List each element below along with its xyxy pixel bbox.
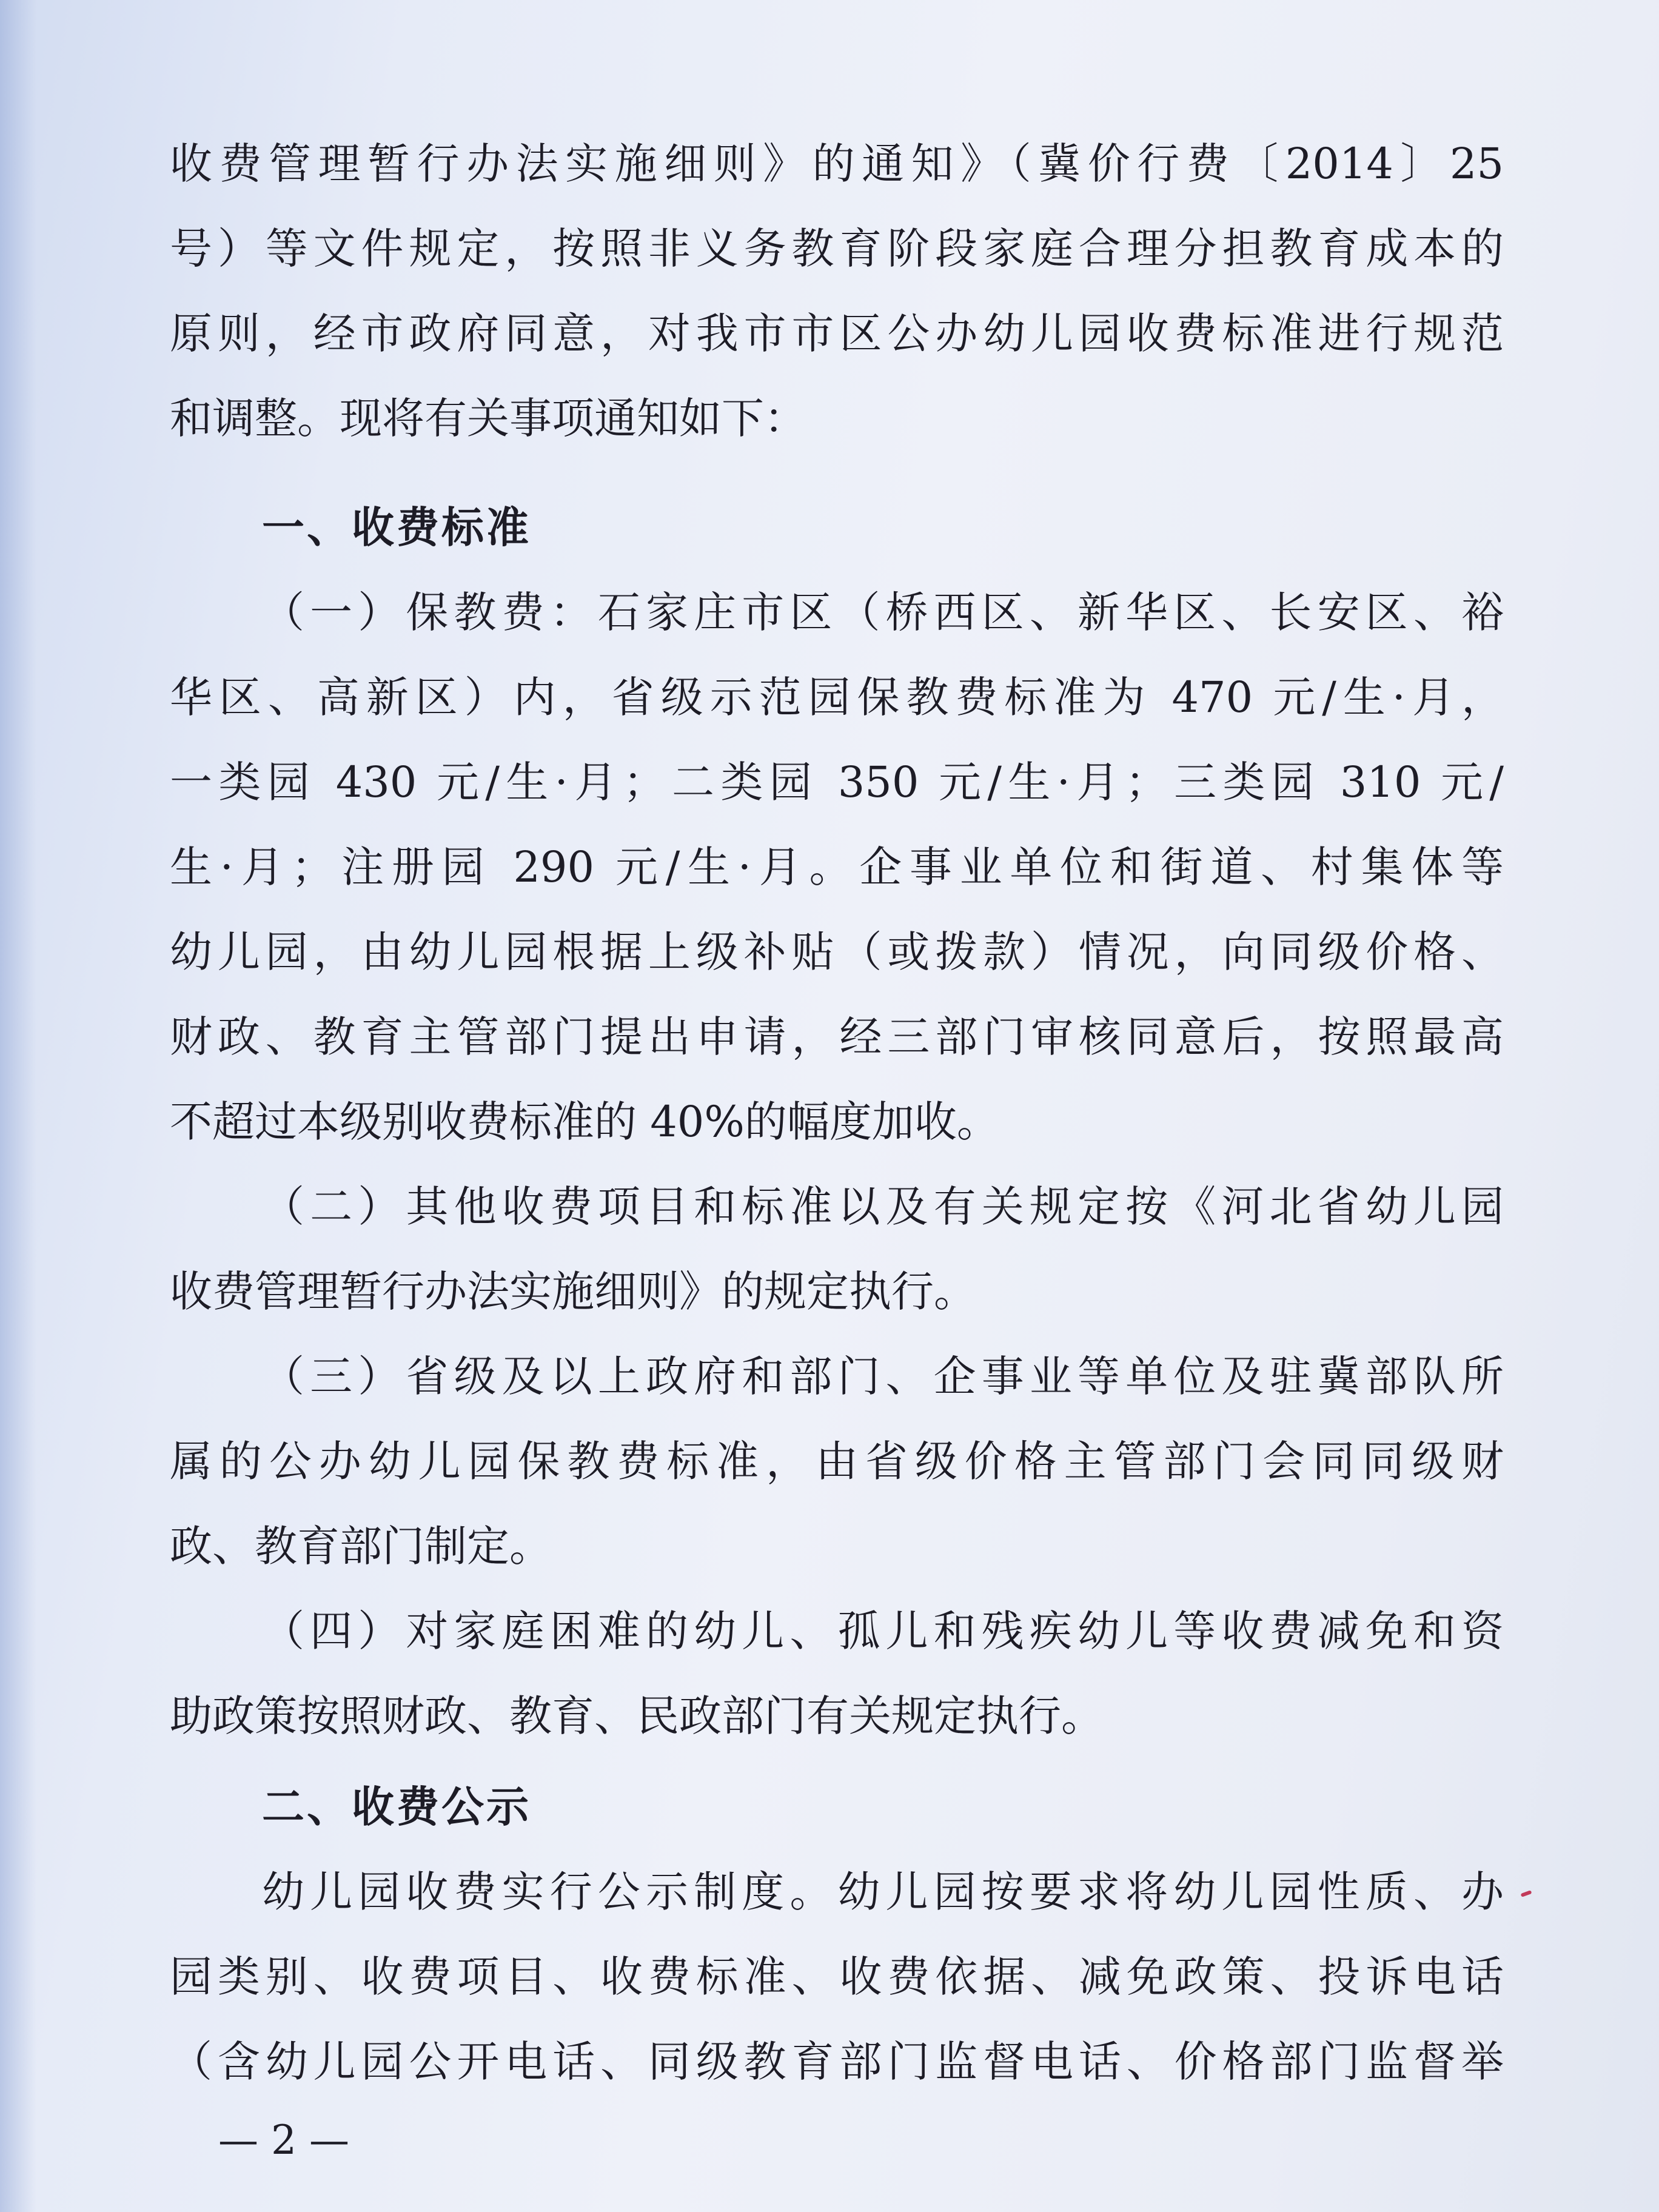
body-line: 和调整。现将有关事项通知如下： — [170, 394, 806, 443]
body-line: （含幼儿园公开电话、同级教育部门监督电话、价格部门监督举 — [170, 2037, 1504, 2086]
body-line: 生·月；注册园 290 元/生·月。企事业单位和街道、村集体等 — [170, 842, 1504, 892]
body-line: 幼儿园收费实行公示制度。幼儿园按要求将幼儿园性质、办 — [262, 1867, 1504, 1917]
body-line: （一）保教费：石家庄市区（桥西区、新华区、长安区、裕 — [262, 588, 1504, 637]
red-pen-mark — [1521, 1890, 1532, 1897]
body-line: 原则，经市政府同意，对我市市区公办幼儿园收费标准进行规范 — [170, 309, 1504, 358]
body-line: 收费管理暂行办法实施细则》的通知》（冀价行费〔2014〕25 — [170, 139, 1504, 189]
body-line: 属的公办幼儿园保教费标准，由省级价格主管部门会同同级财 — [170, 1436, 1504, 1486]
body-line: 财政、教育主管部门提出申请，经三部门审核同意后，按照最高 — [170, 1012, 1504, 1062]
body-line: （四）对家庭困难的幼儿、孤儿和残疾幼儿等收费减免和资 — [262, 1606, 1504, 1656]
body-line: 助政策按照财政、教育、民政部门有关规定执行。 — [170, 1691, 1104, 1741]
body-line: 华区、高新区）内，省级示范园保教费标准为 470 元/生·月， — [170, 672, 1504, 722]
body-line: 一类园 430 元/生·月；二类园 350 元/生·月；三类园 310 元/ — [170, 757, 1504, 807]
page-number: — 2 — — [218, 2117, 349, 2163]
body-line: 号）等文件规定，按照非义务教育阶段家庭合理分担教育成本的 — [170, 224, 1504, 273]
body-line: 政、教育部门制定。 — [170, 1521, 552, 1571]
section-heading-fee-standard: 一、收费标准 — [262, 503, 531, 552]
body-line: （三）省级及以上政府和部门、企事业等单位及驻冀部队所 — [262, 1352, 1504, 1401]
body-line: （二）其他收费项目和标准以及有关规定按《河北省幼儿园 — [262, 1182, 1504, 1232]
body-line: 不超过本级别收费标准的 40%的幅度加收。 — [170, 1097, 999, 1147]
section-heading-fee-publicity: 二、收费公示 — [262, 1782, 531, 1832]
body-line: 收费管理暂行办法实施细则》的规定执行。 — [170, 1267, 976, 1316]
body-line: 园类别、收费项目、收费标准、收费依据、减免政策、投诉电话 — [170, 1952, 1504, 2002]
body-line: 幼儿园，由幼儿园根据上级补贴（或拨款）情况，向同级价格、 — [170, 927, 1504, 977]
